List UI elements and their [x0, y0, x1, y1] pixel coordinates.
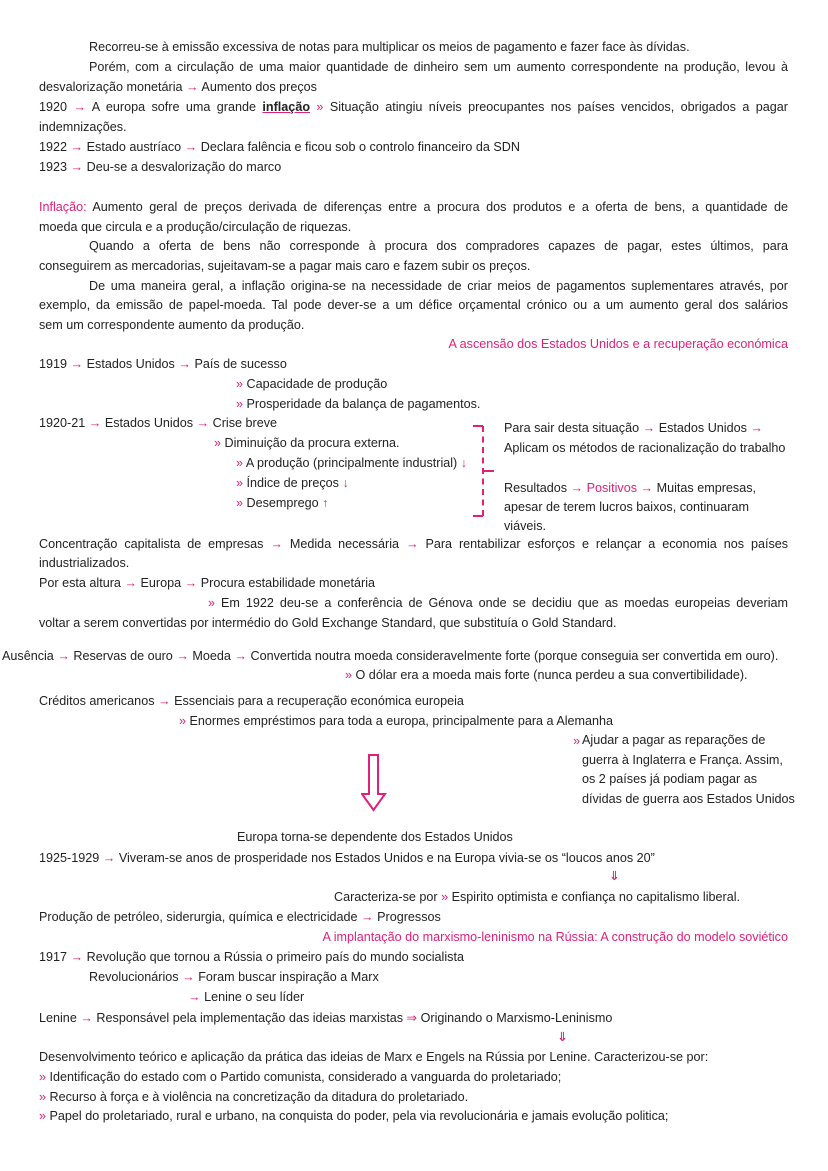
- paragraph-line: [334, 889, 740, 905]
- arrow-right-icon: →: [70, 160, 84, 174]
- raquo-icon: »: [179, 714, 187, 728]
- bracket-bottom-tick: [473, 515, 483, 517]
- paragraph-line: [89, 59, 788, 75]
- bullet-line: [236, 396, 480, 412]
- paragraph-line: [39, 317, 304, 333]
- text: Concentração capitalista de empresas: [39, 537, 264, 551]
- arrow-right-icon: →: [124, 576, 137, 590]
- text: sem um correspondente aumento da produção.: [39, 318, 305, 332]
- bullet-line: [179, 713, 613, 729]
- paragraph-line: [39, 615, 617, 631]
- arrow-down-icon: ↓: [342, 476, 349, 490]
- paragraph-line: [39, 219, 351, 235]
- text: A produção (principalmente industrial): [245, 456, 458, 470]
- text: Créditos americanos: [39, 694, 155, 708]
- definition-line: [39, 199, 788, 215]
- raquo-icon: »: [573, 734, 581, 748]
- text: Caracteriza-se por: [334, 890, 438, 904]
- text: Deu-se a desvalorização do marco: [86, 160, 282, 174]
- text: desvalorização monetária: [39, 80, 183, 94]
- paragraph-line: [39, 119, 127, 135]
- paragraph-line: [89, 969, 379, 985]
- section-heading: A implantação do marxismo-leninismo na Rússia: A construção do modelo soviético: [322, 930, 788, 944]
- text: Recorreu-se à emissão excessiva de notas para multiplicar os meios de pagamento e fazer face às dívidas.: [89, 40, 690, 54]
- year: 1919: [39, 357, 68, 371]
- text: Desenvolvimento teórico e aplicação da prática das ideias de Marx e Engels na Rússia por Lenine. Caracterizou-se por:: [39, 1050, 709, 1064]
- text: viáveis.: [504, 519, 546, 533]
- text: Estados Unidos: [86, 357, 175, 371]
- text: Porém, com a circulação de uma maior quantidade de dinheiro sem um aumento correspondente na produção, levou à: [89, 60, 788, 74]
- paragraph-line: [39, 536, 788, 552]
- arrow-right-icon: →: [184, 576, 198, 590]
- text: Essenciais para a recuperação económica europeia: [174, 694, 464, 708]
- text: Em 1922 deu-se a conferência de Génova onde se decidiu que as moedas europeias deveriam: [221, 596, 788, 610]
- paragraph-line: [39, 79, 317, 95]
- text: Prosperidade da balança de pagamentos.: [246, 397, 481, 411]
- arrow-right-icon: →: [176, 649, 189, 663]
- arrow-right-icon: →: [70, 357, 84, 371]
- paragraph-line: [39, 99, 788, 115]
- text: Foram buscar inspiração a Marx: [198, 970, 379, 984]
- raquo-icon: »: [39, 1090, 47, 1104]
- text: Estados Unidos: [658, 421, 747, 435]
- list-item: [39, 1089, 468, 1105]
- arrow-right-icon: →: [750, 421, 764, 435]
- paragraph-line: [39, 297, 788, 313]
- text: Para sair desta situação: [504, 421, 640, 435]
- arrow-right-icon: →: [184, 140, 198, 154]
- raquo-icon: »: [236, 456, 244, 470]
- raquo-icon: »: [214, 436, 222, 450]
- paragraph-line: [89, 39, 690, 55]
- arrow-right-icon: →: [80, 1011, 93, 1025]
- arrow-right-icon: →: [70, 950, 84, 964]
- paragraph-line: [39, 139, 520, 155]
- text: Aumento geral de preços derivada de diferenças entre a procura dos produtos e a oferta de bens, a quantidade de: [92, 200, 788, 214]
- text: O dólar era a moeda mais forte (nunca perdeu a sua convertibilidade).: [355, 668, 748, 682]
- paragraph-line: [39, 159, 281, 175]
- bracket-middle-tick: [484, 470, 494, 472]
- arrow-right-icon: →: [234, 649, 248, 663]
- raquo-icon: »: [236, 377, 244, 391]
- arrow-right-icon: →: [186, 80, 199, 94]
- arrow-right-icon: →: [361, 910, 374, 924]
- text: Revolução que tornou a Rússia o primeiro país do mundo socialista: [86, 950, 464, 964]
- side-note-line: [504, 480, 756, 496]
- side-note-line: [504, 518, 546, 534]
- text: Progressos: [377, 910, 441, 924]
- arrow-right-icon: →: [57, 649, 70, 663]
- text: A europa sofre uma grande: [91, 100, 257, 114]
- double-right-arrow-icon: ⇒: [406, 1011, 418, 1025]
- text: Originando o Marxismo-Leninismo: [420, 1011, 613, 1025]
- text: Índice de preços: [246, 476, 339, 490]
- arrow-right-icon: →: [270, 537, 283, 551]
- text: Lenine o seu líder: [204, 990, 305, 1004]
- double-down-arrow-icon: ⇓: [557, 1030, 568, 1044]
- paragraph-line: [39, 555, 129, 571]
- raquo-icon: »: [39, 1109, 47, 1123]
- timeline-line: [39, 949, 464, 965]
- side-note-line: [504, 499, 749, 515]
- text: Lenine: [39, 1011, 77, 1025]
- text: Desemprego: [246, 496, 319, 510]
- year: 1920-21: [39, 416, 86, 430]
- arrow-right-icon: →: [178, 357, 191, 371]
- paragraph-line: [208, 595, 788, 611]
- timeline-line: [39, 356, 287, 372]
- year: 1923: [39, 160, 68, 174]
- paragraph-line: [2, 648, 778, 664]
- text: Identificação do estado com o Partido comunista, considerado a vanguarda do proletariado;: [49, 1070, 562, 1084]
- text: Europa: [140, 576, 182, 590]
- arrow-right-icon: →: [73, 100, 87, 114]
- keyword-inflacao: inflação: [262, 100, 311, 114]
- paragraph-line: [89, 278, 788, 294]
- text: De uma maneira geral, a inflação origina-se na necessidade de criar meios de pagamentos suplementares através, por: [89, 279, 788, 293]
- text: Reservas de ouro: [73, 649, 173, 663]
- raquo-icon: »: [316, 100, 324, 114]
- paragraph-line: [89, 238, 788, 254]
- timeline-line: [39, 850, 655, 866]
- text: Diminuição da procura externa.: [224, 436, 400, 450]
- arrow-right-icon: →: [188, 990, 201, 1004]
- section-heading: A ascensão dos Estados Unidos e a recuperação económica: [448, 337, 788, 351]
- text: Recurso à força e à violência na concretização da ditadura do proletariado.: [49, 1090, 469, 1104]
- text: Estado austríaco: [86, 140, 182, 154]
- text: Para rentabilizar esforços e relançar a economia nos países: [425, 537, 789, 551]
- raquo-icon: »: [236, 476, 244, 490]
- text: voltar a serem convertidas por intermédio do Gold Exchange Standard, que substituía o Gold Standard.: [39, 616, 617, 630]
- text: País de sucesso: [194, 357, 287, 371]
- positive-label: Positivos: [586, 481, 638, 495]
- year: 1917: [39, 950, 68, 964]
- arrow-right-icon: →: [405, 537, 419, 551]
- text: Quando a oferta de bens não corresponde à procura dos compradores capazes de pagar, estes últimos, para: [89, 239, 788, 253]
- text: moeda que circula e a produção/circulação de riquezas.: [39, 220, 352, 234]
- text: Viveram-se anos de prosperidade nos Estados Unidos e na Europa vivia-se os “loucos anos 20”: [118, 851, 655, 865]
- year: 1922: [39, 140, 68, 154]
- text: Por esta altura: [39, 576, 121, 590]
- arrow-right-icon: →: [182, 970, 195, 984]
- raquo-icon: »: [236, 397, 244, 411]
- text: indemnizações.: [39, 120, 127, 134]
- text: Espirito optimista e confiança no capitalismo liberal.: [451, 890, 741, 904]
- arrow-right-icon: →: [158, 694, 171, 708]
- arrow-up-icon: ↑: [322, 496, 329, 510]
- bullet-line: [236, 475, 349, 491]
- text: Muitas empresas,: [656, 481, 756, 495]
- text: Medida necessária: [289, 537, 400, 551]
- text: Aplicam os métodos de racionalização do trabalho: [504, 441, 786, 455]
- arrow-right-icon: →: [570, 481, 584, 495]
- arrow-right-icon: →: [196, 416, 210, 430]
- list-item: [39, 1069, 561, 1085]
- side-note-line: [504, 440, 785, 456]
- text: conseguirem as mercadorias, sujeitavam-se a pagar mais caro e fazem subir os preços.: [39, 259, 531, 273]
- bullet-line: [236, 376, 387, 392]
- paragraph-line: [39, 1010, 612, 1026]
- year: 1925-1929: [39, 851, 100, 865]
- double-down-arrow-icon: ⇓: [609, 869, 620, 883]
- text: Enormes empréstimos para toda a europa, principalmente para a Alemanha: [189, 714, 614, 728]
- paragraph-line: [39, 575, 375, 591]
- arrow-right-icon: →: [642, 421, 656, 435]
- definition-term: Inflação:: [39, 200, 87, 214]
- paragraph-line: [237, 829, 513, 845]
- arrow-down-icon: ↓: [460, 456, 468, 470]
- timeline-line: [39, 415, 277, 431]
- paragraph-line: [188, 989, 304, 1005]
- arrow-right-icon: →: [102, 851, 116, 865]
- paragraph-line: [39, 693, 464, 709]
- paragraph-line: [39, 258, 530, 274]
- bullet-line: [214, 435, 400, 451]
- raquo-icon: »: [345, 668, 353, 682]
- text: Revolucionários: [89, 970, 179, 984]
- text: Resultados: [504, 481, 568, 495]
- text: exemplo, da emissão de papel-moeda. Tal pode dever-se a um défice orçamental crónico ou a um aumento geral dos salários: [39, 298, 788, 312]
- text: industrializados.: [39, 556, 130, 570]
- arrow-right-icon: →: [640, 481, 654, 495]
- text: Crise breve: [212, 416, 278, 430]
- bullet-line: [236, 495, 328, 511]
- text: Declara falência e ficou sob o controlo financeiro da SDN: [200, 140, 520, 154]
- side-note-line: [504, 420, 763, 436]
- arrow-right-icon: →: [70, 140, 84, 154]
- text: Ausência: [2, 649, 54, 663]
- text: Europa torna-se dependente dos Estados Unidos: [237, 830, 513, 844]
- text: Procura estabilidade monetária: [200, 576, 376, 590]
- text: Moeda: [192, 649, 231, 663]
- arrow-right-icon: →: [88, 416, 102, 430]
- year: 1920: [39, 100, 68, 114]
- text: Capacidade de produção: [246, 377, 388, 391]
- text: Convertida noutra moeda consideravelmente forte (porque conseguia ser convertida em ouro).: [250, 649, 779, 663]
- paragraph-line: [39, 909, 441, 925]
- text: Papel do proletariado, rural e urbano, na conquista do poder, pela via revolucionária e jamais evolução politica;: [49, 1109, 669, 1123]
- wrapped-note: Ajudar a pagar as reparações de guerra à Inglaterra e França. Assim, os 2 países já podiam pagar as dívidas de guerra aos Estados Unidos: [582, 733, 795, 806]
- raquo-icon: »: [236, 496, 244, 510]
- text: Produção de petróleo, siderurgia, química e electricidade: [39, 910, 358, 924]
- big-down-arrow-icon: [361, 754, 387, 812]
- text: Estados Unidos: [104, 416, 194, 430]
- raquo-icon: »: [441, 890, 449, 904]
- text: apesar de terem lucros baixos, continuaram: [504, 500, 750, 514]
- text: Responsável pela implementação das ideias marxistas: [96, 1011, 404, 1025]
- bullet-line: [236, 455, 467, 471]
- bullet-line: [345, 667, 748, 683]
- text: Situação atingiu níveis preocupantes nos países vencidos, obrigados a pagar: [329, 100, 788, 114]
- list-item: [39, 1108, 668, 1124]
- text: Aumento dos preços: [201, 80, 317, 94]
- paragraph-line: [39, 1049, 708, 1065]
- raquo-icon: »: [208, 596, 216, 610]
- raquo-icon: »: [39, 1070, 47, 1084]
